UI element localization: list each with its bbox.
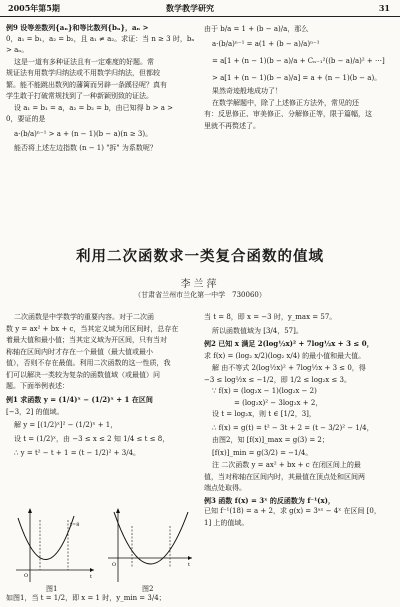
formula-line: = (log₂x)² − 3log₂x + 2， bbox=[234, 398, 323, 407]
formula-line: −3 ≤ log½x ≤ −1/2，即 1/2 ≤ log₂x ≤ 3。 bbox=[204, 375, 352, 384]
text-line: 题。下面举例表述： bbox=[6, 382, 69, 390]
top-left-column bbox=[6, 22, 198, 154]
example-heading: 例1 求函数 y = (1/4)ˣ − (1/2)ˣ + 1 在区间 bbox=[6, 394, 153, 404]
text-line: > aₙ。 bbox=[6, 46, 29, 54]
text-line: 0，a₁ = b₁，a₂ = b₂，且 a₁ ≠ a₂。求证：当 n ≥ 3 时，bₙ bbox=[6, 34, 195, 43]
formula-line: a·(b/a)ⁿ⁻¹ > a + (n − 1)(b − a)(n ≥ 3)。 bbox=[14, 129, 153, 138]
y-axis-arrow bbox=[28, 508, 32, 513]
formula-line: a·(b/a)ⁿ⁻¹ = a(1 + (b − a)/a)ⁿ⁻¹ bbox=[212, 40, 320, 48]
figure-1-caption: 图1 bbox=[46, 585, 58, 593]
text-line: 值），否则不存在最值。利用二次函数的这一性质，我 bbox=[6, 359, 171, 367]
text-line: 规证法有用数学归纳法或不用数学归纳法，但都较 bbox=[6, 69, 160, 77]
formula-line: 如图1，当 t = 1/2，即 x = 1 时，y_min = 3/4； bbox=[6, 594, 166, 602]
article-author: 李兰萍 bbox=[180, 279, 220, 290]
formula-line: 求 f(x) = (log₂ x/2)(log₂ x/4) 的最小值和最大值。 bbox=[204, 352, 366, 360]
text-line: 在数学解题中，除了上述修正方法外，常见的还 bbox=[212, 98, 359, 107]
formula-line: 所以函数值域为 [3/4，57]。 bbox=[212, 326, 303, 335]
text-line: 学生敢于打破常规找到了一种新颖别致的证法。 bbox=[6, 92, 153, 100]
text-line: 端点处取得。 bbox=[204, 484, 246, 492]
note-line: 注 二次函数 y = ax² + bx + c 在闭区间上的最 bbox=[212, 461, 361, 469]
t-axis-label: t bbox=[188, 562, 191, 568]
formula-line: [f(x)]_min = g(3/2) = −1/4。 bbox=[212, 449, 313, 457]
formula-line: = a[1 + (n − 1)(b − a)/a + Cₙ₋₁²((b − a)/a)² + ⋯] bbox=[212, 57, 385, 65]
top-right-column bbox=[204, 22, 396, 132]
text-line: 解 由不等式 2(log½x)² + 7log½x + 3 ≤ 0，得 bbox=[212, 364, 366, 372]
x-axis-arrow bbox=[188, 556, 192, 560]
text-line: 当 t = 8，即 x = −3 时，y_max = 57。 bbox=[204, 313, 337, 321]
formula-line: 设 t = log₂x，则 t ∈ [1/2，3]， bbox=[212, 410, 316, 418]
figure-2-parabola bbox=[104, 506, 196, 584]
text-line: [−3，2] 的值域。 bbox=[6, 407, 64, 416]
bottom-left-column bbox=[6, 312, 198, 460]
x-axis-arrow bbox=[90, 568, 94, 572]
text-line: 果然奇迹般地成功了！ bbox=[212, 87, 282, 95]
text-line: 有：反思修正、审美修正、分解修正等，限于篇幅，这 bbox=[204, 110, 372, 118]
text-line: 能否将上述左边指数 (n − 1) "拆" 为系数呢？ bbox=[14, 143, 157, 152]
formula-line: ∴ y = t² − t + 1 = (t − 1/2)² + 3/4。 bbox=[14, 449, 141, 457]
formula-line: ∵ f(x) = (log₂x − 1)(log₂x − 2) bbox=[212, 387, 317, 395]
text-line: 设 a₁ = b₁ = a，a₂ = b₂ = b，由已知得 b > a > bbox=[14, 103, 173, 112]
formula-line: ∴ f(x) = g(t) = t² − 3t + 2 = (t − 3/2)² − 1/4， bbox=[212, 423, 374, 432]
journal-name: 数学教学研究 bbox=[166, 3, 214, 13]
text-line: 由于 b/a = 1 + (b − a)/a，那么 bbox=[204, 25, 309, 33]
header-rule bbox=[0, 16, 400, 17]
text-line: 0，要证的是 bbox=[6, 115, 46, 123]
t-equals-8-label: t=8 bbox=[70, 522, 80, 528]
t-axis-label: t bbox=[90, 574, 93, 580]
formula-line: 设 t = (1/2)ˣ，由 −3 ≤ x ≤ 2 知 1/4 ≤ t ≤ 8， bbox=[14, 435, 170, 443]
bottom-right-column bbox=[204, 312, 396, 529]
text-line: 里就不再赘述了。 bbox=[204, 121, 260, 130]
text-line: 称轴在区间内时才存在一个最值（最大值或最小 bbox=[6, 347, 153, 356]
figure-2-caption: 图2 bbox=[142, 585, 154, 593]
example-heading: 例3 函数 f(x) = 3ˣ 的反函数为 f⁻¹(x)， bbox=[204, 495, 335, 505]
formula-line: 由图2，知 [f(x)]_max = g(3) = 2； bbox=[212, 435, 329, 444]
running-header bbox=[0, 0, 400, 20]
text-line: 数 y = ax² + bx + c，当其定义域为闭区间时，总存在 bbox=[6, 324, 179, 333]
y-axis-arrow bbox=[116, 508, 120, 513]
figure-1-parabola bbox=[10, 506, 98, 584]
issue-label: 2005年第5期 bbox=[8, 3, 60, 13]
text-line: 这是一道有多种证法且有一定难度的好题。常 bbox=[14, 57, 154, 66]
parabola-curve bbox=[18, 516, 74, 560]
text-line: 繁。能不能跳出数列的藩篱而另辟一条蹊径呢？真有 bbox=[6, 80, 167, 89]
formula-line: 解 y = [(1/2)ˣ]² − (1/2)ˣ + 1， bbox=[14, 421, 118, 429]
page-number: 31 bbox=[378, 3, 390, 13]
article-title: 利用二次函数求一类复合函数的值域 bbox=[76, 248, 324, 265]
author-affiliation: （甘肃省兰州市兰化第一中学 730060） bbox=[134, 291, 266, 299]
origin-label: O bbox=[24, 573, 29, 579]
text-line: 着最大值和最小值；当其定义域为开区间，只有当对 bbox=[6, 336, 167, 344]
text-line: 值，当对称轴在区间内时，其最值在顶点处和区间两 bbox=[204, 472, 365, 481]
origin-label: O bbox=[112, 562, 117, 568]
text-line: 例9 设等差数列{aₙ}和等比数列{bₙ}，aₙ > bbox=[6, 23, 149, 32]
formula-line: > a[1 + (n − 1)(b − a)/a] = a + (n − 1)(b − a)。 bbox=[212, 74, 382, 82]
bottom-left-tail bbox=[6, 593, 198, 605]
text-line: 们可以解决一类较为复杂的函数值域（或最值）问 bbox=[6, 370, 160, 379]
text-line: 1] 上的值域。 bbox=[204, 518, 249, 527]
parabola-curve bbox=[114, 512, 188, 564]
text-line: 二次函数是中学数学的重要内容。对于二次函 bbox=[14, 313, 154, 321]
example-heading: 例2 已知 x 满足 2(log½x)² + 7log½x + 3 ≤ 0， bbox=[204, 338, 374, 348]
text-line: 已知 f⁻¹(18) = a + 2，求 g(x) = 3ᵃˣ − 4ˣ 在区间 [0， bbox=[204, 507, 381, 515]
